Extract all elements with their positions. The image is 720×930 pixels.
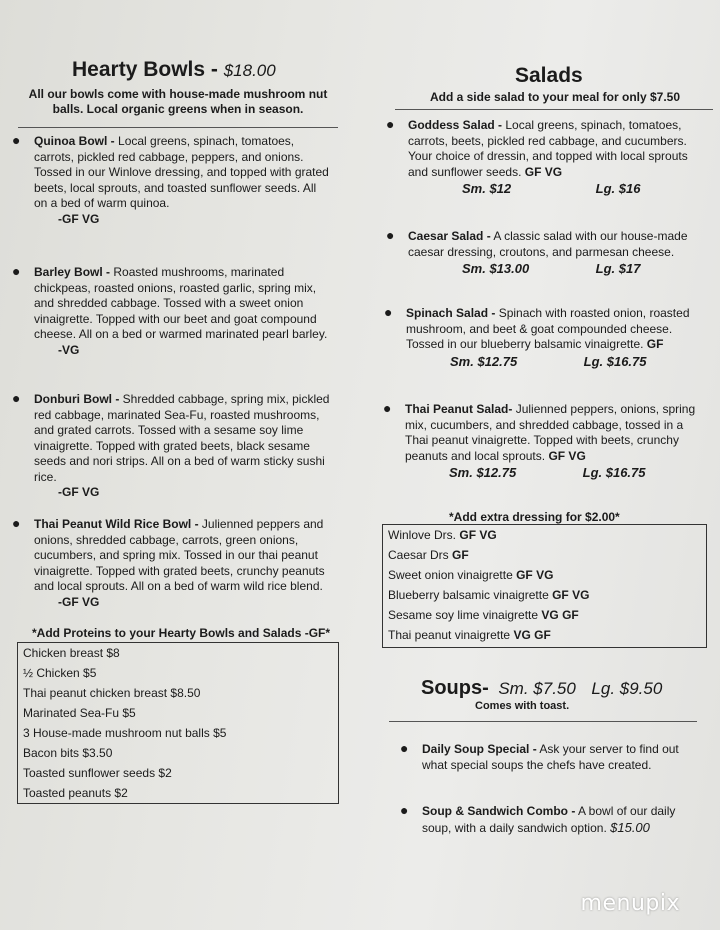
diet-tags: GF bbox=[646, 337, 664, 351]
large-price: Lg. $16.75 bbox=[582, 465, 646, 480]
small-price: Sm. $13.00 bbox=[462, 261, 530, 276]
dressing-option: Sweet onion vinaigrette GF VG bbox=[388, 568, 554, 582]
hearty-bowls-title: Hearty Bowls - $18.00 bbox=[72, 58, 276, 81]
salad-sizes bbox=[408, 181, 718, 197]
bullet-icon: ● bbox=[386, 227, 395, 243]
bullet-icon: ● bbox=[386, 116, 395, 132]
menu-item-daily-soup-special: ● Daily Soup Special - Ask your server to find out what special soups the chefs have created. bbox=[400, 740, 679, 772]
divider bbox=[389, 721, 697, 722]
salads-subtitle: Add a side salad to your meal for only $7.50 bbox=[429, 90, 681, 104]
dressing-option: Blueberry balsamic vinaigrette GF VG bbox=[388, 588, 590, 602]
proteins-box bbox=[17, 642, 339, 804]
hearty-bowls-price: $18.00 bbox=[223, 61, 276, 80]
bullet-icon: ● bbox=[12, 515, 21, 531]
dressing-option: Thai peanut vinaigrette VG GF bbox=[388, 628, 551, 642]
small-price: Sm. $12 bbox=[462, 181, 512, 196]
bullet-icon: ● bbox=[12, 390, 21, 406]
menu-item-goddess-salad: ● Goddess Salad - Local greens, spinach, tomatoes, carrots, beets, pickled red cabbage, and cucumbers. Your choice of dressin, and topped with local sprouts and sunflower seeds. GF VG Sm. $12 Lg. $16 bbox=[408, 118, 718, 197]
menu-item-soup-sandwich-combo: ● Soup & Sandwich Combo - A bowl of our daily soup, with a daily sandwich option. $15.00 bbox=[400, 802, 676, 835]
protein-option: Bacon bits $3.50 bbox=[23, 746, 113, 760]
large-price: Lg. $17 bbox=[595, 261, 641, 276]
menu-item-thai-peanut-wild-rice-bowl: ● Thai Peanut Wild Rice Bowl - Julienned peppers and onions, shredded cabbage, carrots, green onions, cucumbers, and spring mix. Tossed in our thai peanut vinaigrette. Topped with grated beets, crunchy peanuts and local sprouts. All on a bed of warm wild rice blend. -GF VG bbox=[34, 517, 360, 610]
large-price: Lg. $16 bbox=[595, 181, 641, 196]
divider bbox=[395, 109, 713, 110]
protein-option: Toasted sunflower seeds $2 bbox=[23, 766, 172, 780]
protein-option: ½ Chicken $5 bbox=[23, 666, 97, 680]
bullet-icon: ● bbox=[383, 400, 392, 416]
combo-price: $15.00 bbox=[610, 819, 650, 835]
diet-tags: -GF VG bbox=[58, 485, 100, 499]
diet-tags: GF VG bbox=[524, 164, 563, 179]
proteins-title: *Add Proteins to your Hearty Bowls and Salads -GF* bbox=[32, 626, 331, 640]
bullet-icon: ● bbox=[384, 304, 393, 320]
protein-option: Marinated Sea-Fu $5 bbox=[23, 706, 136, 720]
bullet-icon: ● bbox=[400, 802, 409, 818]
dressings-box bbox=[382, 524, 707, 648]
small-price: Sm. $12.75 bbox=[449, 465, 517, 480]
large-price: Lg. $16.75 bbox=[583, 353, 647, 369]
diet-tags: -GF VG bbox=[58, 211, 100, 226]
menu-item-quinoa-bowl: ● Quinoa Bowl - Local greens, spinach, tomatoes, carrots, pickled red cabbage, peppers, and onions. Tossed in our Winlove dressing, and topped with grated beets, local sprouts, and toasted sunflower seeds. All on a bed of warm quinoa. -GF VG bbox=[34, 134, 354, 227]
protein-option: Toasted peanuts $2 bbox=[23, 786, 128, 800]
dressing-option: Sesame soy lime vinaigrette VG GF bbox=[388, 608, 579, 622]
menupix-watermark-logo: menupix bbox=[580, 891, 680, 916]
menu-item-caesar-salad: ● Caesar Salad - A classic salad with our house-made caesar dressing, croutons, and parmesan cheese. Sm. $13.00 Lg. $17 bbox=[408, 229, 718, 277]
diet-tags: -VG bbox=[58, 342, 80, 357]
dressing-option: Winlove Drs. GF VG bbox=[388, 528, 497, 542]
bullet-icon: ● bbox=[400, 740, 409, 756]
soups-title: Soups- Sm. $7.50 Lg. $9.50 bbox=[421, 677, 663, 699]
divider bbox=[18, 127, 338, 128]
menu-item-spinach-salad: ● Spinach Salad - Spinach with roasted onion, roasted mushroom, and beet & goat compounded cheese. Tossed in our blueberry balsamic vinaigrette. GF Sm. $12.75 Lg. $16.75 bbox=[406, 306, 718, 369]
diet-tags: -GF VG bbox=[58, 594, 100, 609]
hearty-bowls-subtitle: All our bowls come with house-made mushroom nut balls. Local organic greens when in season. bbox=[28, 87, 328, 116]
soup-large-price: Lg. $9.50 bbox=[591, 679, 663, 698]
salad-sizes bbox=[405, 465, 720, 481]
dressings-title: *Add extra dressing for $2.00* bbox=[449, 510, 620, 524]
menu-item-thai-peanut-salad: ● Thai Peanut Salad- Julienned peppers, onions, spring mix, cucumbers, and shredded cabbage, tossed in a Thai peanut vinaigrette. Topped with beets, crunchy peanuts and local sprouts. GF VG Sm. $12.75 Lg. $16.75 bbox=[405, 402, 720, 481]
diet-tags: GF VG bbox=[548, 448, 586, 463]
menu-item-donburi-bowl: ● Donburi Bowl - Shredded cabbage, spring mix, pickled red cabbage, marinated Sea-Fu, roasted mushrooms, and grated carrots. Tossed with a sesame soy lime vinaigrette. Topped with grated beets, black sesame seeds and nori strips. All on a bed of warm sticky sushi rice. -GF VG bbox=[34, 392, 354, 501]
salad-sizes bbox=[408, 261, 718, 277]
salad-sizes bbox=[406, 354, 718, 370]
soup-small-price: Sm. $7.50 bbox=[498, 679, 576, 698]
menu-item-barley-bowl: ● Barley Bowl - Roasted mushrooms, marinated chickpeas, roasted onions, roasted garlic, spring mix, and shredded cabbage. Tossed with a sweet onion vinaigrette. Topped with our beet and goat compound cheese. All on a bed or warmed marinated pearl barley. -VG bbox=[34, 265, 354, 358]
salads-title: Salads bbox=[515, 64, 583, 87]
bullet-icon: ● bbox=[12, 132, 21, 148]
protein-option: Chicken breast $8 bbox=[23, 646, 120, 660]
small-price: Sm. $12.75 bbox=[450, 353, 518, 369]
protein-option: 3 House-made mushroom nut balls $5 bbox=[23, 726, 227, 740]
soups-subtitle: Comes with toast. bbox=[475, 700, 570, 712]
dressing-option: Caesar Drs GF bbox=[388, 548, 469, 562]
bullet-icon: ● bbox=[12, 263, 21, 279]
protein-option: Thai peanut chicken breast $8.50 bbox=[23, 686, 201, 700]
